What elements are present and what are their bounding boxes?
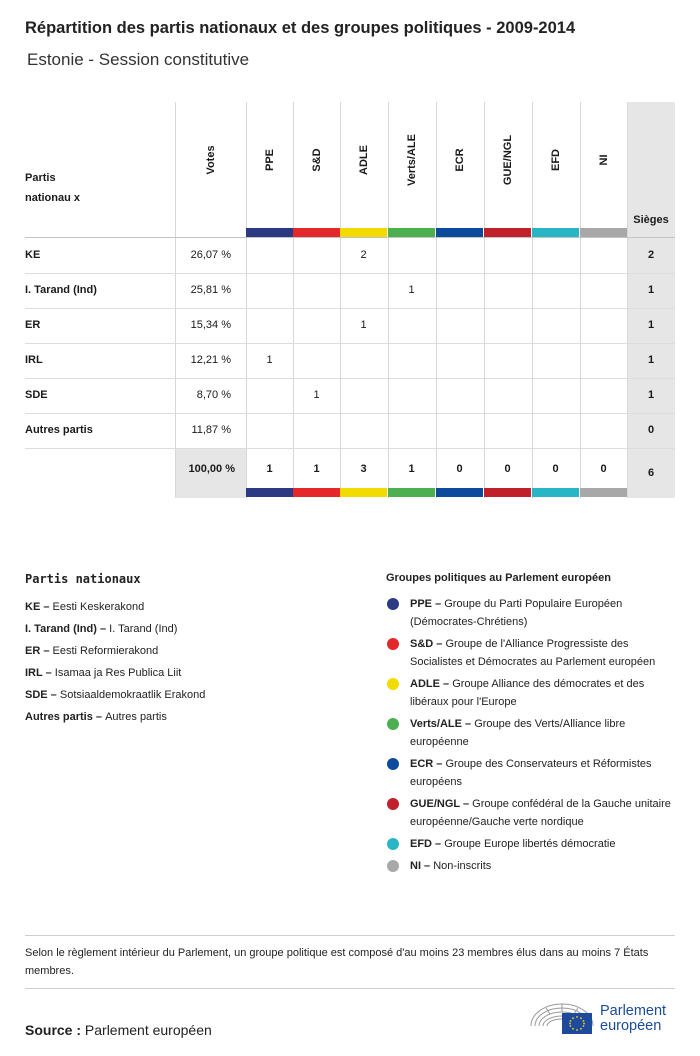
legend-parties <box>25 572 355 728</box>
logo-text <box>600 1004 666 1034</box>
group-color-bar-bottom <box>436 488 483 497</box>
row-group-seats <box>293 238 340 273</box>
party-legend-item <box>25 640 355 662</box>
row-seats: 1 <box>647 319 655 331</box>
total-votes: 100,00 % <box>188 463 235 475</box>
group-legend-abbr: EFD <box>410 838 432 850</box>
row-group-seats <box>436 343 483 378</box>
row-group-seats <box>388 378 435 413</box>
party-legend-item <box>25 618 355 640</box>
total-group-seats: 0 <box>504 463 511 475</box>
group-legend-item <box>386 715 676 751</box>
row-party: IRL <box>25 354 43 366</box>
group-color-dot-icon <box>387 718 399 730</box>
row-group-seats <box>246 273 293 308</box>
group-header <box>580 102 627 227</box>
group-legend-separator: – <box>421 860 434 872</box>
row-group-seats <box>340 273 387 308</box>
party-legend-item <box>25 596 355 618</box>
row-group-seats <box>388 308 435 343</box>
row-group-seats <box>580 273 627 308</box>
group-color-dot-icon <box>387 758 399 770</box>
group-color-bar-bottom <box>484 488 531 497</box>
results-table <box>25 102 675 498</box>
total-group-seats: 0 <box>600 463 607 475</box>
party-column-header: Partis nationau x <box>25 172 81 204</box>
row-party: KE <box>25 249 41 261</box>
row-party: Autres partis <box>25 424 93 436</box>
group-legend-abbr: NI <box>410 860 421 872</box>
row-group-seats <box>388 238 435 273</box>
group-color-dot-icon <box>387 678 399 690</box>
row-seats: 1 <box>647 389 655 401</box>
row-group-seats <box>532 238 579 273</box>
row-group-seats <box>580 343 627 378</box>
row-group-seats: 1 <box>313 389 320 401</box>
group-legend-abbr: Verts/ALE <box>410 718 462 730</box>
row-seats: 0 <box>647 424 655 436</box>
party-legend-item <box>25 706 355 728</box>
group-legend-name: Groupe des Verts/Alliance libre européenne <box>410 718 626 748</box>
group-legend-abbr: S&D <box>410 638 434 650</box>
party-legend-abbr: KE <box>25 601 41 613</box>
row-votes: 26,07 % <box>190 249 231 261</box>
group-legend-item <box>386 755 676 791</box>
row-group-seats <box>484 378 531 413</box>
row-group-seats <box>484 308 531 343</box>
row-group-seats <box>484 273 531 308</box>
party-legend-name: Eesti Reformierakond <box>52 645 159 657</box>
row-group-seats <box>246 413 293 448</box>
row-group-seats <box>340 378 387 413</box>
row-seats: 1 <box>647 284 655 296</box>
group-color-bar-top <box>246 228 293 237</box>
group-legend-separator: – <box>439 678 453 690</box>
group-legend-name: Groupe du Parti Populaire Européen (Démocrates-Chrétiens) <box>410 598 623 628</box>
party-legend-abbr: ER <box>25 645 41 657</box>
group-color-dot-icon <box>387 638 399 650</box>
row-divider <box>25 448 675 449</box>
row-group-seats: 1 <box>360 319 367 331</box>
group-color-bar-bottom <box>340 488 387 497</box>
party-legend-item <box>25 662 355 684</box>
group-color-bar-top <box>436 228 483 237</box>
source-value: Parlement européen <box>84 1022 212 1038</box>
group-legend-separator: – <box>433 758 446 770</box>
row-group-seats: 1 <box>266 354 273 366</box>
row-group-seats <box>436 273 483 308</box>
row-group-seats <box>532 308 579 343</box>
row-group-seats <box>436 378 483 413</box>
group-legend-item <box>386 675 676 711</box>
party-legend-name: Eesti Keskerakond <box>52 601 145 613</box>
group-legend-item <box>386 635 676 671</box>
footer-divider-top <box>25 935 675 936</box>
group-header <box>532 102 579 227</box>
party-legend-separator: – <box>96 623 110 635</box>
group-legend-abbr: ECR <box>410 758 434 770</box>
group-legend-separator: – <box>459 798 473 810</box>
row-votes: 8,70 % <box>196 389 231 401</box>
group-color-bar-bottom <box>293 488 340 497</box>
row-group-seats <box>436 308 483 343</box>
party-legend-abbr: Autres partis <box>25 711 93 723</box>
total-group-seats: 1 <box>313 463 320 475</box>
group-color-bar-bottom <box>246 488 293 497</box>
row-group-seats <box>580 378 627 413</box>
legend-parties-title: Partis nationaux <box>25 572 141 586</box>
row-group-seats <box>293 308 340 343</box>
group-header-label: ECR <box>453 148 466 172</box>
group-color-bar-bottom <box>388 488 435 497</box>
row-group-seats <box>246 238 293 273</box>
row-group-seats <box>580 413 627 448</box>
group-color-bar-top <box>580 228 627 237</box>
group-header-label: S&D <box>310 148 323 172</box>
group-legend-name: Groupe de l'Alliance Progressiste des Socialistes et Démocrates au Parlement européen <box>410 638 656 668</box>
group-header <box>246 102 293 227</box>
row-group-seats <box>484 413 531 448</box>
group-header <box>340 102 387 227</box>
row-group-seats <box>580 238 627 273</box>
group-color-dot-icon <box>387 838 399 850</box>
group-legend-item <box>386 795 676 831</box>
group-legend-name: Non-inscrits <box>433 860 492 872</box>
group-header <box>436 102 483 227</box>
logo-line-2: européen <box>600 1018 662 1034</box>
row-group-seats <box>532 413 579 448</box>
group-header-label: GUE/NGL <box>501 134 514 186</box>
group-legend-separator: – <box>433 638 446 650</box>
row-group-seats <box>388 413 435 448</box>
group-legend-abbr: GUE/NGL <box>410 798 460 810</box>
footnote: Selon le règlement intérieur du Parlement, un groupe politique est composé d'au moins 23 membres élus dans au moins 7 États membres. <box>25 947 649 977</box>
parliament-logo <box>528 996 678 1038</box>
group-header-label: PPE <box>263 148 276 172</box>
row-group-seats <box>580 308 627 343</box>
row-seats: 1 <box>647 354 655 366</box>
group-legend-name: Groupe des Conservateurs et Réformistes européens <box>410 758 652 788</box>
group-legend-separator: – <box>432 838 445 850</box>
row-party: I. Tarand (Ind) <box>25 284 97 296</box>
total-group-seats: 3 <box>360 463 367 475</box>
row-party: ER <box>25 319 41 331</box>
party-legend-separator: – <box>92 711 106 723</box>
party-legend-name: I. Tarand (Ind) <box>109 623 178 635</box>
footer-divider-bottom <box>25 988 675 989</box>
row-seats: 2 <box>647 249 655 261</box>
source-label: Source : <box>25 1022 82 1038</box>
row-group-seats <box>436 238 483 273</box>
group-header-label: ADLE <box>357 145 370 175</box>
source-line <box>25 1022 212 1038</box>
group-legend-name: Groupe Alliance des démocrates et des libéraux pour l'Europe <box>410 678 645 708</box>
party-legend-name: Autres partis <box>105 711 167 723</box>
row-group-seats <box>293 413 340 448</box>
party-legend-abbr: I. Tarand (Ind) <box>25 623 97 635</box>
group-legend-item <box>386 595 676 631</box>
seats-column-header: Sièges <box>633 214 669 226</box>
row-group-seats <box>532 273 579 308</box>
row-votes: 15,34 % <box>190 319 231 331</box>
party-legend-abbr: SDE <box>25 689 48 701</box>
row-votes: 11,87 % <box>191 424 231 436</box>
row-group-seats <box>532 343 579 378</box>
row-votes: 25,81 % <box>190 284 231 296</box>
hemicycle-flag-icon <box>528 996 596 1038</box>
party-legend-separator: – <box>42 667 55 679</box>
total-group-seats: 1 <box>266 463 273 475</box>
group-legend-name: Groupe confédéral de la Gauche unitaire européenne/Gauche verte nordique <box>410 798 671 828</box>
group-legend-abbr: PPE <box>410 598 433 610</box>
group-legend-separator: – <box>461 718 475 730</box>
group-legend-abbr: ADLE <box>410 678 440 690</box>
group-legend-item <box>386 835 676 853</box>
page-title: Répartition des partis nationaux et des groupes politiques - 2009-2014 <box>25 19 576 37</box>
row-group-seats <box>388 343 435 378</box>
group-color-dot-icon <box>387 798 399 810</box>
legend-groups-title: Groupes politiques au Parlement européen <box>386 572 611 584</box>
row-votes: 12,21 % <box>190 354 231 366</box>
votes-header-label: Votes <box>204 145 217 175</box>
row-group-seats <box>340 413 387 448</box>
group-color-bar-bottom <box>580 488 627 497</box>
group-color-bar-top <box>388 228 435 237</box>
row-party: SDE <box>25 389 48 401</box>
party-legend-separator: – <box>40 645 53 657</box>
votes-column-header <box>175 102 246 227</box>
total-seats: 6 <box>647 467 655 479</box>
row-group-seats <box>484 343 531 378</box>
party-legend-separator: – <box>40 601 53 613</box>
legend-groups <box>386 572 676 879</box>
row-group-seats <box>293 273 340 308</box>
group-color-bar-top <box>293 228 340 237</box>
row-group-seats <box>532 378 579 413</box>
group-header-label: Verts/ALE <box>405 134 418 186</box>
row-group-seats <box>484 238 531 273</box>
row-group-seats <box>436 413 483 448</box>
row-group-seats: 1 <box>408 284 415 296</box>
group-legend-name: Groupe Europe libertés démocratie <box>444 838 616 850</box>
row-group-seats <box>340 343 387 378</box>
group-header <box>293 102 340 227</box>
logo-line-1: Parlement <box>600 1003 667 1019</box>
group-header-label: NI <box>597 154 610 166</box>
total-group-seats: 0 <box>552 463 559 475</box>
party-legend-item <box>25 684 355 706</box>
total-group-seats: 1 <box>408 463 415 475</box>
row-group-seats <box>293 343 340 378</box>
group-color-bar-top <box>484 228 531 237</box>
row-group-seats: 2 <box>360 249 367 261</box>
group-color-dot-icon <box>387 598 399 610</box>
group-legend-item <box>386 857 676 875</box>
party-legend-name: Sotsiaaldemokraatlik Erakond <box>59 689 206 701</box>
group-color-bar-top <box>532 228 579 237</box>
group-legend-separator: – <box>432 598 445 610</box>
row-group-seats <box>246 308 293 343</box>
row-group-seats <box>246 378 293 413</box>
party-legend-name: Isamaa ja Res Publica Liit <box>54 667 182 679</box>
party-legend-abbr: IRL <box>25 667 43 679</box>
total-group-seats: 0 <box>456 463 463 475</box>
group-header-label: EFD <box>549 149 562 171</box>
page-subtitle: Estonie - Session constitutive <box>27 50 250 69</box>
group-color-bar-bottom <box>532 488 579 497</box>
group-header <box>484 102 531 227</box>
group-color-dot-icon <box>387 860 399 872</box>
group-header <box>388 102 435 227</box>
party-legend-separator: – <box>47 689 60 701</box>
group-color-bar-top <box>340 228 387 237</box>
